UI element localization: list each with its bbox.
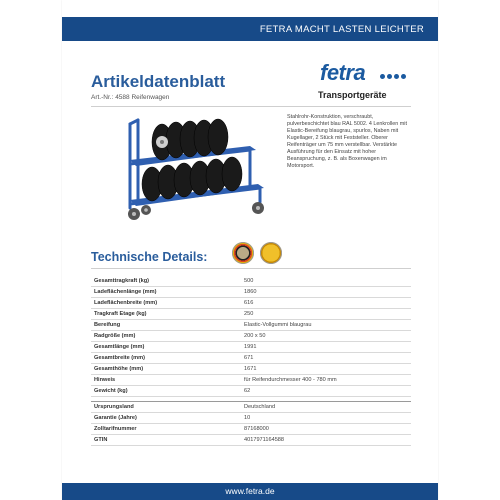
spec-row <box>91 413 411 424</box>
spec-key: Gewicht (kg) <box>94 388 128 394</box>
footer-url-link[interactable]: www.fetra.de <box>225 486 275 496</box>
spec-value: 1860 <box>244 289 257 295</box>
tire-trolley-image <box>100 112 270 224</box>
top-banner <box>62 17 438 41</box>
spec-row <box>91 342 411 353</box>
spec-row <box>91 320 411 331</box>
spec-key: Hinweis <box>94 377 116 383</box>
spec-row <box>91 353 411 364</box>
datasheet-page <box>62 0 438 500</box>
spec-key: Gesamthöhe (mm) <box>94 366 144 372</box>
brand-category: Transportgeräte <box>318 90 387 100</box>
footer-bar <box>62 483 438 500</box>
spec-value: 671 <box>244 355 254 361</box>
header-divider <box>91 106 411 107</box>
spec-value: 250 <box>244 311 254 317</box>
made-in-germany-badge <box>232 242 254 264</box>
specs-top-divider <box>91 268 411 269</box>
article-number: Art.-Nr.: 4588 Reifenwagen <box>91 94 170 101</box>
page-title: Artikeldatenblatt <box>91 72 226 91</box>
spec-value: 1671 <box>244 366 257 372</box>
spec-row <box>91 435 411 446</box>
spec-key: Ladeflächenlänge (mm) <box>94 289 157 295</box>
spec-key: Radgröße (mm) <box>94 333 136 339</box>
spec-key: Garantie (Jahre) <box>94 415 137 421</box>
banner-slogan: FETRA MACHT LASTEN LEICHTER <box>259 23 424 35</box>
spec-row <box>91 386 411 397</box>
guarantee-badge <box>260 242 282 264</box>
spec-value: 200 x 50 <box>244 333 266 339</box>
spec-value: 616 <box>244 300 254 306</box>
spec-row <box>91 375 411 386</box>
spec-value: Elastic-Vollgummi blaugrau <box>244 322 312 328</box>
spec-value: 4017971164588 <box>244 437 285 443</box>
spec-key: Gesamttragkraft (kg) <box>94 278 150 284</box>
spec-key: Gesamtlänge (mm) <box>94 344 145 350</box>
spec-key: Bereifung <box>94 322 121 328</box>
spec-row <box>91 424 411 435</box>
spec-value: 87168000 <box>244 426 269 432</box>
spec-value: 500 <box>244 278 254 284</box>
spec-value: 1991 <box>244 344 257 350</box>
spec-row <box>91 287 411 298</box>
product-description: Stahlrohr-Konstruktion, verschraubt, pulverbeschichtet blau RAL 5002. 4 Lenkrollen mit Elastic-Bereifung blaugrau, spurlos, Naben mit Kugellager, 2 Stück mit Feststeller. Oberer Reifenträger um 75 mm verstellbar. Verstärkte Ausführung für den Einsatz mit hoher Beanspruchung, z. B. als Boxenwagen im Motorsport. <box>287 114 407 169</box>
spec-value: für Reifendurchmesser 400 - 780 mm <box>244 377 337 383</box>
spec-key: Ursprungsland <box>94 404 134 410</box>
spec-value: 62 <box>244 388 251 394</box>
spec-row <box>91 331 411 342</box>
spec-row <box>91 276 411 287</box>
spec-row <box>91 364 411 375</box>
section-title: Technische Details: <box>91 250 208 264</box>
logo-text: fetra <box>320 60 366 85</box>
spec-row <box>91 298 411 309</box>
spec-key: Gesamtbreite (mm) <box>94 355 145 361</box>
spec-value: Deutschland <box>244 404 276 410</box>
fetra-logo <box>320 60 410 86</box>
spec-key: GTIN <box>94 437 108 443</box>
spec-key: Tragkraft Etage (kg) <box>94 311 147 317</box>
spec-row <box>91 309 411 320</box>
spec-value: 10 <box>244 415 251 421</box>
spec-row <box>91 402 411 413</box>
spec-key: Ladeflächenbreite (mm) <box>94 300 158 306</box>
logo-dots-icon <box>380 74 406 79</box>
spec-table <box>91 276 411 446</box>
spec-key: Zolltarifnummer <box>94 426 137 432</box>
